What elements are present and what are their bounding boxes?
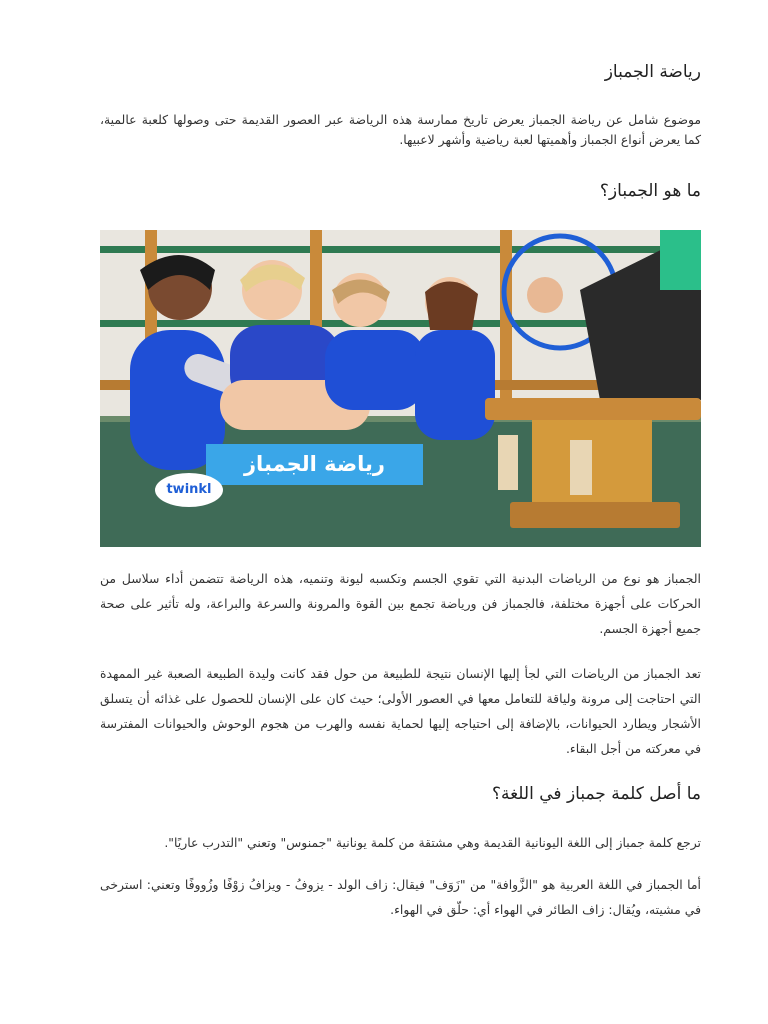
section2-paragraph-2: أما الجمباز في اللغة العربية هو "الزَّوافة" من "زَوَف" فيقال: زاف الولد - يزوفُ - ويزافُ زوْفًا وزُووفًا وتعني: استرخى في مشيته، ويُقال: زاف الطائر في الهواء أي: حلّق في الهواء. <box>100 877 701 917</box>
twinkl-logo: twinkl <box>166 482 212 497</box>
section1-heading: ما هو الجمباز؟ <box>599 181 701 201</box>
article-title: رياضة الجمباز <box>604 62 701 82</box>
article-intro: موضوع شامل عن رياضة الجمباز يعرض تاريخ ممارسة هذه الرياضة عبر العصور القديمة حتى وصولها كلعبة عالمية، كما يعرض أنواع الجمباز وأهميتها لعبة رياضية وأشهر لاعبيها. <box>100 112 701 147</box>
section1-paragraph-1: الجمباز هو نوع من الرياضات البدنية التي تقوي الجسم وتكسبه ليونة وتنميه، هذه الرياضة تتضمن أداء سلاسل من الحركات على أجهزة مختلفة، فالجمباز فن ورياضة تجمع بين القوة والمرونة والسرعة والبراعة، وله تأثير على صحة جميع أجهزة الجسم. <box>100 571 701 636</box>
section1-paragraph-2: تعد الجمباز من الرياضات التي لجأ إليها الإنسان نتيجة للطبيعة من حول فقد كانت وليدة الطبيعة الصعبة غير الممهدة التي احتاجت إلى مرونة ولياقة للتعامل معها في العصور الأولى؛ حيث كان على الإنسان للحصول على غذائه أن يتسلق الأشجار ويطارد الحيوانات، بالإضافة إلى احتياجه إليها لحماية نفسه والهرب من هجوم الوحوش والحيوانات المفترسة في معركته من أجل البقاء. <box>100 666 701 756</box>
section2-heading: ما أصل كلمة جمباز في اللغة؟ <box>491 784 701 804</box>
hero-image <box>100 230 701 547</box>
hero-banner-label: رياضة الجمباز <box>243 452 386 476</box>
section2-paragraph-1: ترجع كلمة جمباز إلى اللغة اليونانية القديمة وهي مشتقة من كلمة يونانية "جمنوس" وتعني "التدرب عاريًا". <box>164 835 701 850</box>
